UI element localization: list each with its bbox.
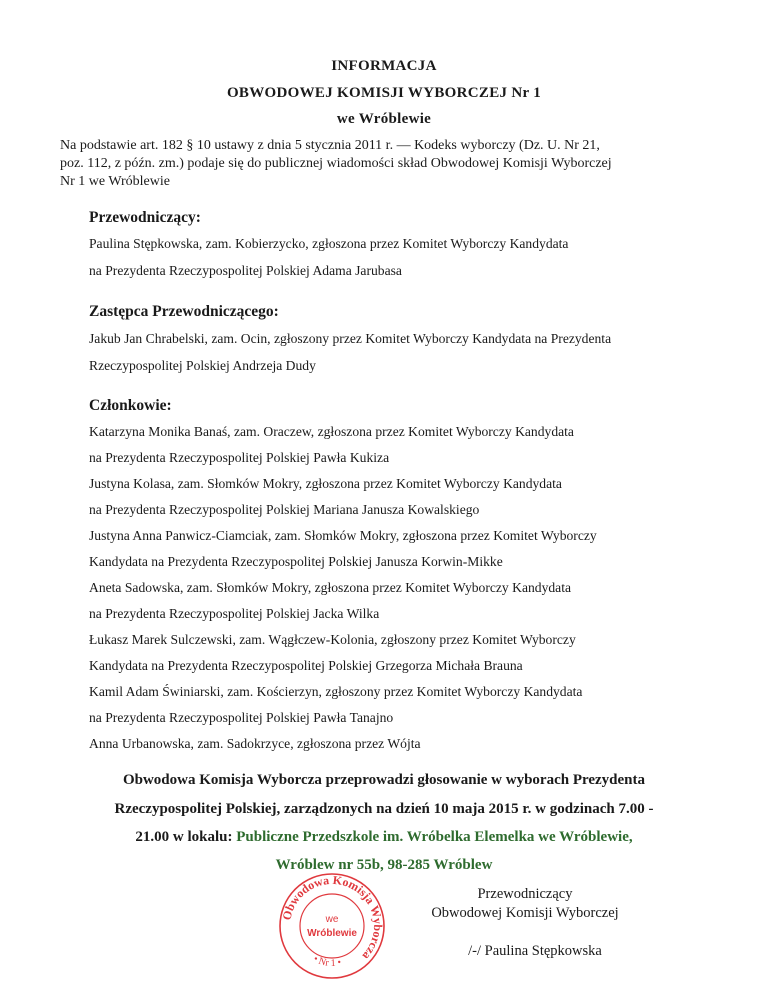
members-heading: Członkowie: [89,397,172,414]
signature-title: Przewodniczący [477,886,573,902]
member-line: Justyna Anna Panwicz-Ciamciak, zam. Słomków Mokry, zgłoszona przez Komitet Wyborczy [89,528,597,543]
svg-text:• Nr 1 • [311,953,342,969]
stamp-center-top: we [325,914,339,925]
deputy-line: Rzeczypospolitej Polskiej Andrzeja Dudy [89,358,316,373]
voting-location-line [0,829,768,846]
intro-line: Nr 1 we Wróblewie [60,174,170,189]
polling-place: Publiczne Przedszkole im. Wróbelka Elemelka we Wróblewie, [236,829,633,845]
stamp-number: • Nr 1 • [311,953,343,970]
intro-line: poz. 112, z późn. zm.) podaje się do publicznej wiadomości skład Obwodowej Komisji Wyborczej [60,156,612,171]
member-line: na Prezydenta Rzeczypospolitej Polskiej Pawła Tanajno [89,710,394,725]
stamp-center-bottom: Wróblewie [307,928,357,939]
member-line: Łukasz Marek Sulczewski, zam. Wągłczew-Kolonia, zgłoszony przez Komitet Wyborczy [89,632,576,647]
member-line: Aneta Sadowska, zam. Słomków Mokry, zgłoszona przez Komitet Wyborczy Kandydata [89,580,572,595]
member-line: na Prezydenta Rzeczypospolitej Polskiej Jacka Wilka [89,606,380,621]
member-line: Anna Urbanowska, zam. Sadokrzyce, zgłoszona przez Wójta [89,736,421,751]
document-subtitle: OBWODOWEJ KOMISJI WYBORCZEJ Nr 1 [226,85,542,101]
member-line: Justyna Kolasa, zam. Słomków Mokry, zgłoszona przez Komitet Wyborczy Kandydata [89,476,562,491]
member-line: Kamil Adam Świniarski, zam. Kościerzyn, zgłoszony przez Komitet Wyborczy Kandydata [89,684,583,699]
polling-address: Wróblew nr 55b, 98-285 Wróblew [275,857,493,873]
chair-line: Paulina Stępkowska, zam. Kobierzycko, zgłoszona przez Komitet Wyborczy Kandydata [89,236,569,251]
member-line: na Prezydenta Rzeczypospolitej Polskiej Mariana Janusza Kowalskiego [89,502,480,517]
voting-line: Obwodowa Komisja Wyborcza przeprowadzi głosowanie w wyborach Prezydenta [122,772,646,788]
intro-line: Na podstawie art. 182 § 10 ustawy z dnia 5 stycznia 2011 r. — Kodeks wyborczy (Dz. U. Nr 21, [60,138,600,153]
deputy-heading: Zastępca Przewodniczącego: [89,303,279,320]
member-line: Katarzyna Monika Banaś, zam. Oraczew, zgłoszona przez Komitet Wyborczy Kandydata [89,424,574,439]
member-line: Kandydata na Prezydenta Rzeczypospolitej Polskiej Grzegorza Michała Brauna [89,658,523,673]
voting-line: Rzeczypospolitej Polskiej, zarządzonych na dzień 10 maja 2015 r. w godzinach 7.00 - [114,801,654,817]
voting-line-prefix: 21.00 w lokalu: [135,829,237,845]
member-line: Kandydata na Prezydenta Rzeczypospolitej Polskiej Janusza Korwin-Mikke [89,554,503,569]
signature-title: Obwodowej Komisji Wyborczej [431,905,619,921]
member-line: na Prezydenta Rzeczypospolitej Polskiej Pawła Kukiza [89,450,390,465]
stamp-outer-text: Obwodowa Komisja Wyborcza [279,872,386,963]
signature-name: /-/ Paulina Stępkowska [468,943,602,959]
chair-line: na Prezydenta Rzeczypospolitej Polskiej Adama Jarubasa [89,263,402,278]
intro-paragraph [60,137,710,191]
document-title: INFORMACJA [331,58,437,74]
deputy-line: Jakub Jan Chrabelski, zam. Ocin, zgłoszony przez Komitet Wyborczy Kandydata na Prezydenta [89,331,612,346]
chair-heading: Przewodniczący: [89,209,201,226]
document-location: we Wróblewie [336,111,432,127]
commission-stamp-icon [276,870,388,982]
